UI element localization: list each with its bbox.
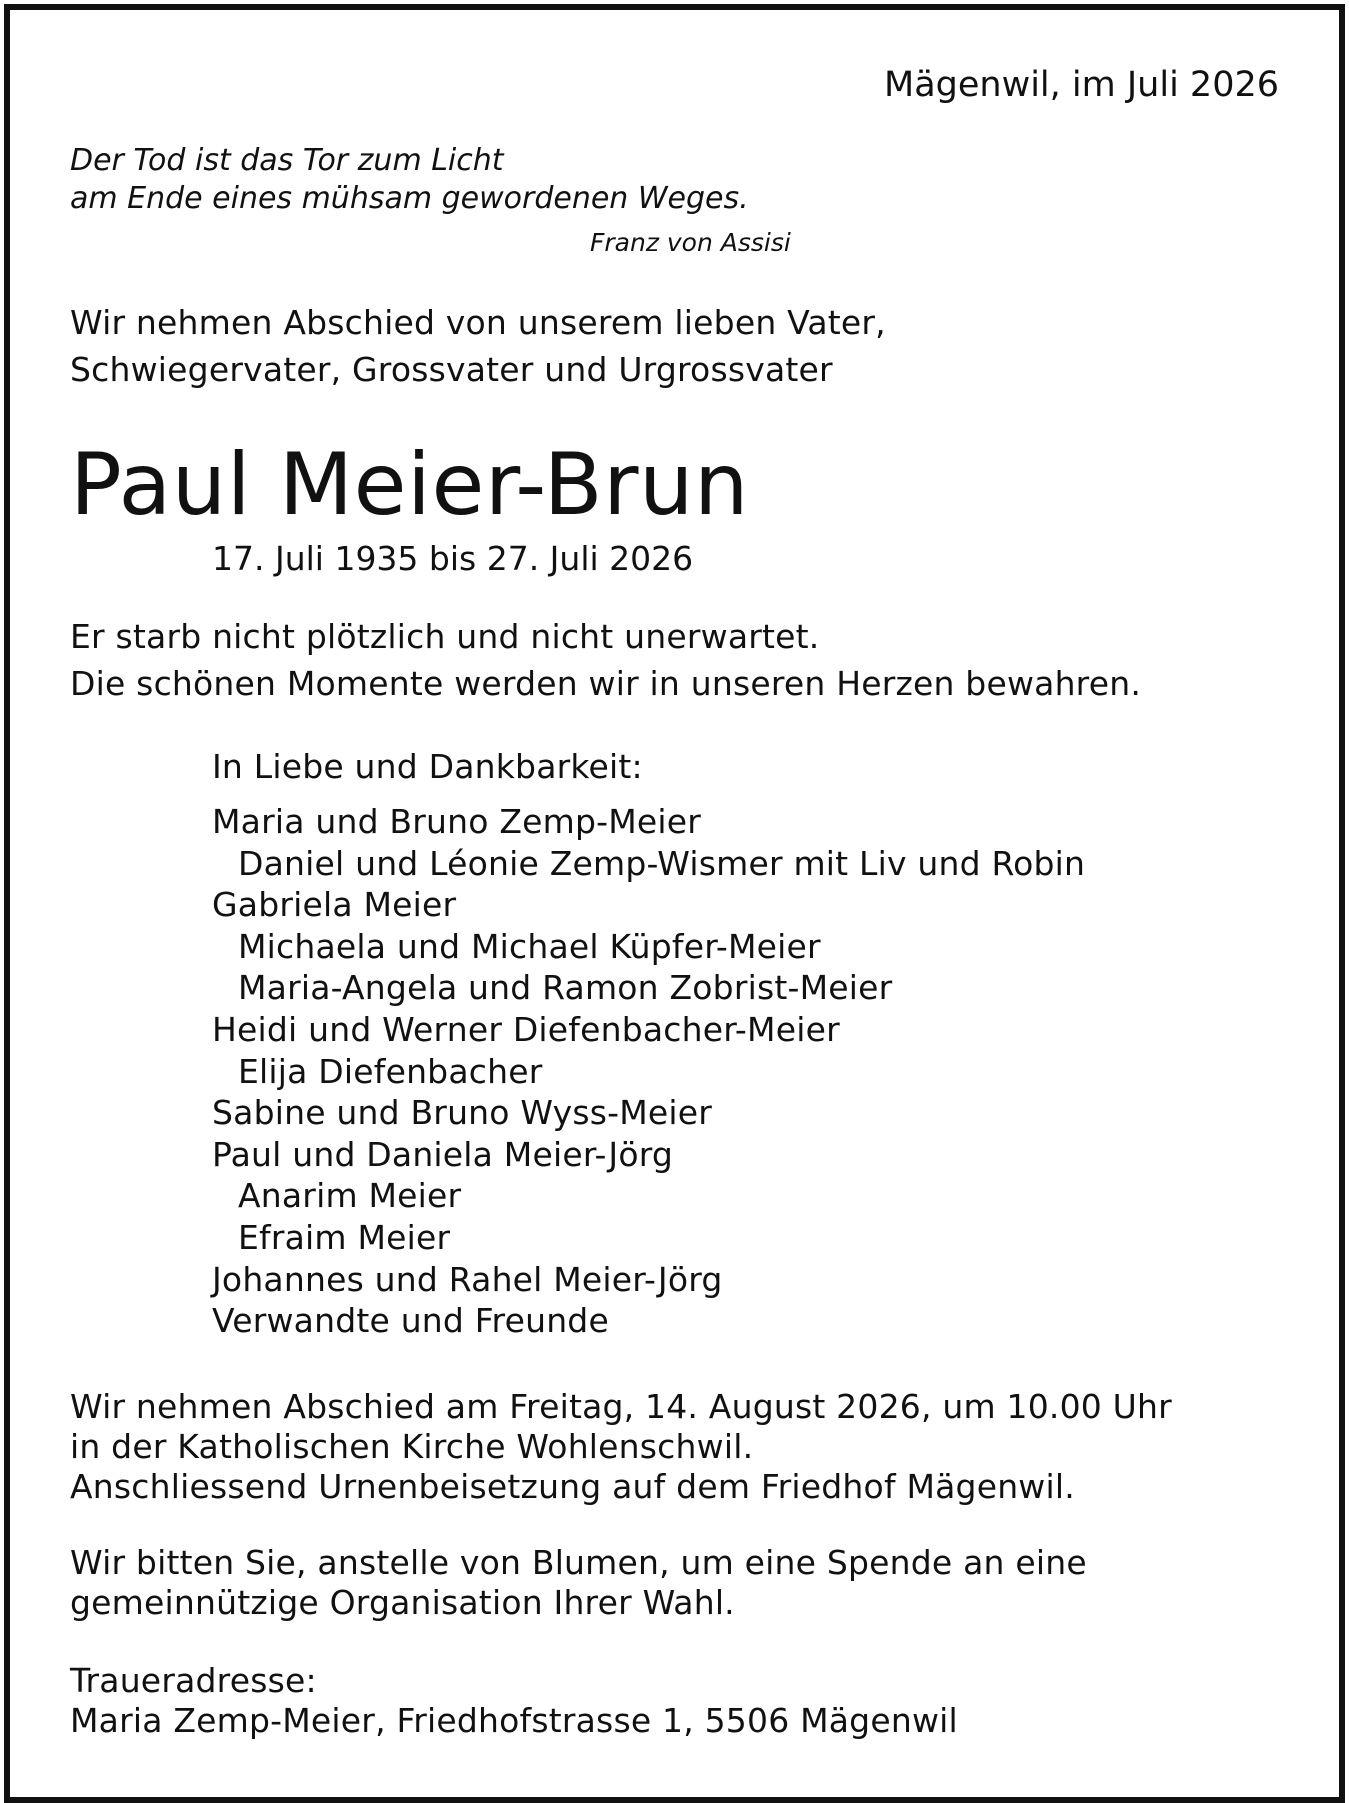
mourner-entry: Heidi und Werner Diefenbacher-Meier (212, 1010, 840, 1049)
mourner-entry: Gabriela Meier (212, 885, 457, 924)
mourner-entry-indented: Daniel und Léonie Zemp-Wismer mit Liv und Robin (238, 844, 1086, 883)
mourner-entry: Maria und Bruno Zemp-Meier (212, 802, 702, 841)
deceased-name: Paul Meier-Brun (70, 435, 750, 535)
life-dates: 17. Juli 1935 bis 27. Juli 2026 (212, 539, 694, 578)
statement-line-1: Er starb nicht plötzlich und nicht unerwartet. (70, 617, 820, 656)
mourner-entry: Johannes und Rahel Meier-Jörg (212, 1260, 723, 1299)
donation-line-2: gemeinnützige Organisation Ihrer Wahl. (70, 1583, 735, 1622)
intro-line-1: Wir nehmen Abschied von unserem lieben Vater, (70, 303, 886, 342)
address-label: Traueradresse: (70, 1661, 317, 1700)
place-date: Mägenwil, im Juli 2026 (884, 65, 1279, 105)
mourner-entry-indented: Michaela und Michael Küpfer-Meier (238, 927, 821, 966)
donation-line-1: Wir bitten Sie, anstelle von Blumen, um eine Spende an eine (70, 1543, 1087, 1582)
notice-border (4, 4, 1345, 1803)
statement-line-2: Die schönen Momente werden wir in unseren Herzen bewahren. (70, 664, 1142, 703)
quote-line-2: am Ende eines mühsam gewordenen Weges. (70, 181, 749, 216)
quote-line-1: Der Tod ist das Tor zum Licht (70, 143, 504, 178)
quote-author: Franz von Assisi (590, 228, 791, 257)
mourner-entry-indented: Maria-Angela und Ramon Zobrist-Meier (238, 968, 893, 1007)
mourner-entry: Verwandte und Freunde (212, 1301, 609, 1340)
mourner-entry: Sabine und Bruno Wyss-Meier (212, 1093, 713, 1132)
intro-line-2: Schwiegervater, Grossvater und Urgrossvater (70, 350, 833, 389)
ceremony-line-3: Anschliessend Urnenbeisetzung auf dem Friedhof Mägenwil. (70, 1467, 1075, 1506)
ceremony-line-1: Wir nehmen Abschied am Freitag, 14. August 2026, um 10.00 Uhr (70, 1387, 1172, 1426)
mourner-entry-indented: Elija Diefenbacher (238, 1052, 543, 1091)
mourner-entry-indented: Efraim Meier (238, 1218, 451, 1257)
address-value: Maria Zemp-Meier, Friedhofstrasse 1, 5506 Mägenwil (70, 1701, 958, 1740)
mourners-heading: In Liebe und Dankbarkeit: (212, 747, 643, 786)
mourner-entry: Paul und Daniela Meier-Jörg (212, 1135, 674, 1174)
ceremony-line-2: in der Katholischen Kirche Wohlenschwil. (70, 1427, 754, 1466)
mourner-entry-indented: Anarim Meier (238, 1176, 462, 1215)
